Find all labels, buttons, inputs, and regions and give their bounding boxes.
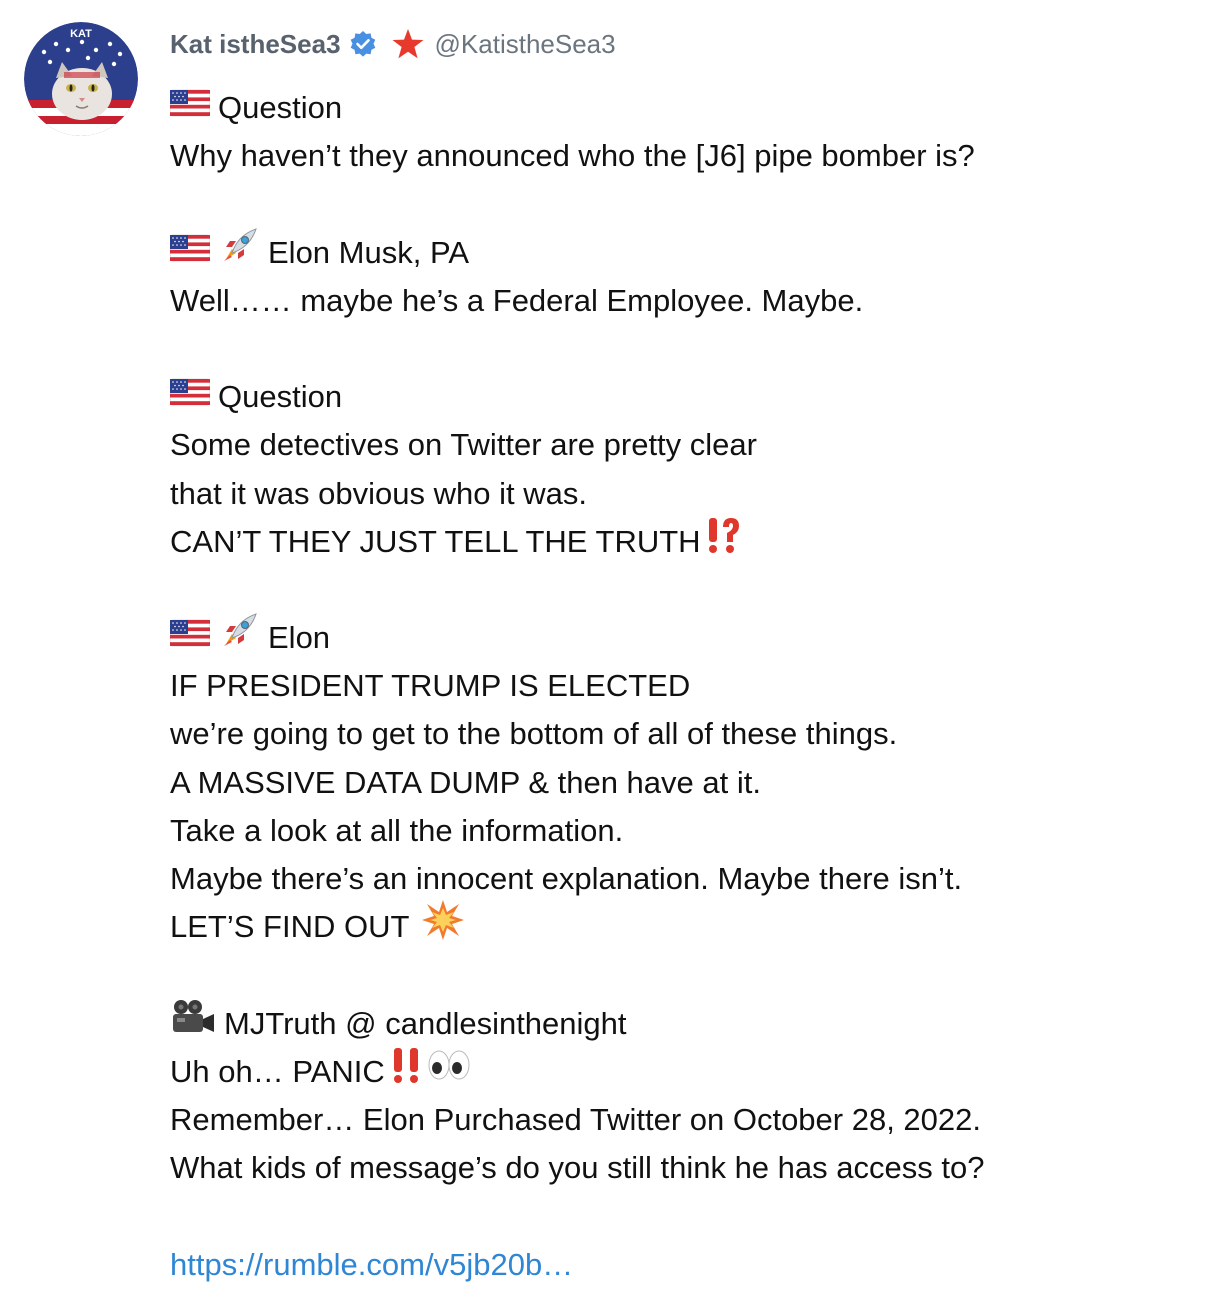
- us-flag-icon: [170, 373, 210, 421]
- post-line: [170, 373, 1190, 421]
- svg-text:KAT: KAT: [70, 28, 92, 40]
- post-line: [170, 903, 1190, 951]
- post-text: we’re going to get to the bottom of all of these things.: [170, 716, 898, 752]
- post-text: Take a look at all the information.: [170, 812, 624, 848]
- post-line: [170, 566, 1190, 614]
- post-link-line: [170, 1241, 1190, 1289]
- eyes-icon: [427, 1047, 471, 1097]
- post-text: Uh oh… PANIC: [170, 1053, 385, 1089]
- post-text: Elon: [268, 620, 331, 656]
- post-line: [170, 84, 1190, 132]
- post-line: [170, 951, 1190, 999]
- post-line: [170, 518, 1190, 566]
- post-text: Remember… Elon Purchased Twitter on October 28, 2022.: [170, 1101, 982, 1137]
- post-text: that it was obvious who it was.: [170, 475, 587, 511]
- user-handle[interactable]: @KatistheSea3: [434, 28, 616, 59]
- us-flag-icon: [170, 229, 210, 277]
- post-line: [170, 1144, 1190, 1192]
- post-text: What kids of message’s do you still think he has access to?: [170, 1150, 985, 1186]
- post-line: [170, 710, 1190, 758]
- post-line: [170, 662, 1190, 710]
- double-exclamation-icon: [389, 1045, 423, 1099]
- post-text: IF PRESIDENT TRUMP IS ELECTED: [170, 668, 691, 704]
- post-line: [170, 180, 1190, 228]
- post-text: Well…… maybe he’s a Federal Employee. Maybe.: [170, 282, 864, 318]
- post-text: Why haven’t they announced who the [J6] pipe bomber is?: [170, 138, 975, 174]
- post-text: CAN’T THEY JUST TELL THE TRUTH: [170, 523, 701, 559]
- post-text: A MASSIVE DATA DUMP & then have at it.: [170, 764, 761, 800]
- post-header: [170, 24, 616, 64]
- post-line: [170, 1192, 1190, 1240]
- post-body: [170, 84, 1190, 1289]
- post-text: Elon Musk, PA: [268, 234, 470, 270]
- post-text: MJTruth @ candlesinthenight: [224, 1005, 627, 1041]
- collision-icon: [421, 898, 465, 956]
- post-line: [170, 470, 1190, 518]
- post-text: Maybe there’s an innocent explanation. Maybe there isn’t.: [170, 861, 963, 896]
- post-line: [170, 759, 1190, 807]
- us-flag-icon: [170, 84, 210, 132]
- rumble-link[interactable]: https://rumble.com/v5jb20b…: [170, 1246, 574, 1282]
- display-name[interactable]: Kat istheSea3: [170, 28, 341, 59]
- post-text: Question: [218, 90, 343, 125]
- us-flag-icon: [170, 614, 210, 662]
- post-text: Question: [218, 379, 343, 415]
- rocket-icon: [218, 225, 260, 281]
- post-line: [170, 1048, 1190, 1096]
- post-line: [170, 1000, 1190, 1048]
- star-icon: [391, 28, 425, 60]
- rocket-icon: [218, 610, 260, 666]
- post-text: LET’S FIND OUT: [170, 909, 418, 945]
- movie-camera-icon: [170, 998, 216, 1050]
- post-line: [170, 614, 1190, 662]
- post-line: [170, 1096, 1190, 1144]
- cat-avatar-image: [24, 22, 138, 136]
- post-line: [170, 421, 1190, 469]
- avatar[interactable]: [24, 22, 138, 136]
- post-line: [170, 277, 1190, 325]
- post-line: [170, 855, 1190, 903]
- post-line: [170, 229, 1190, 277]
- exclamation-question-icon: [705, 515, 743, 569]
- verified-badge-icon: [349, 30, 377, 58]
- post-line: [170, 325, 1190, 373]
- post-line: [170, 807, 1190, 855]
- post-text: Some detectives on Twitter are pretty clear: [170, 427, 757, 463]
- post-line: [170, 132, 1190, 180]
